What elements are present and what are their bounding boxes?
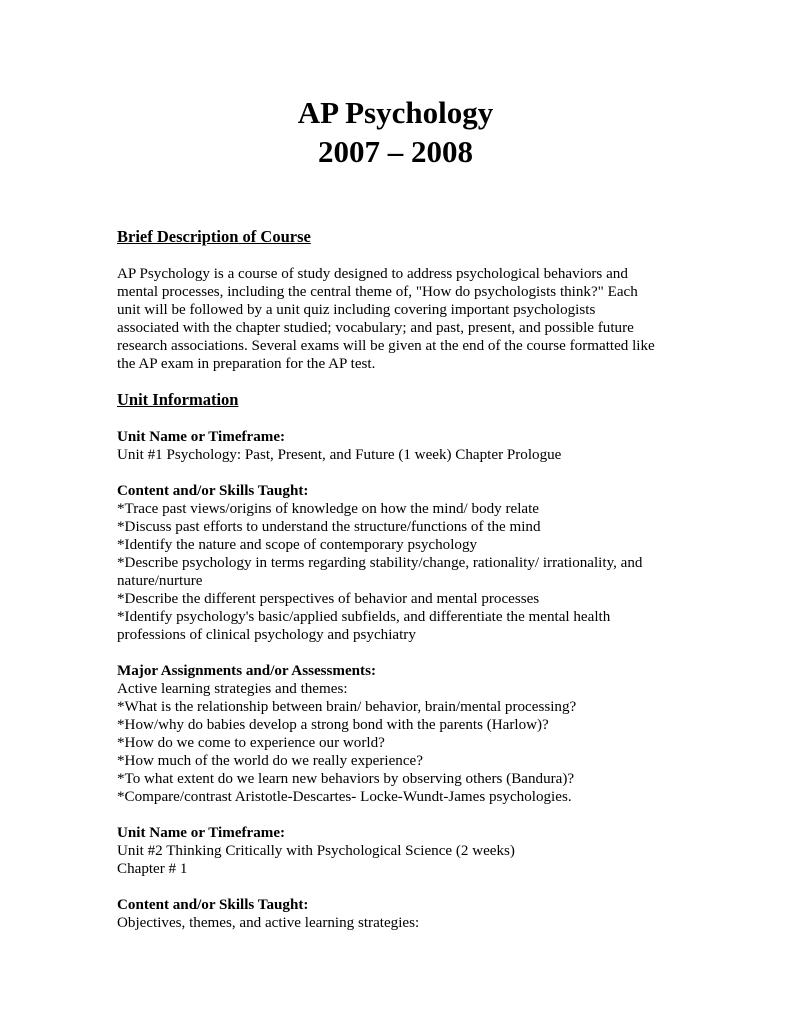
list-item: *Trace past views/origins of knowledge on how the mind/ body relate: [117, 501, 539, 517]
document-title: AP Psychology: [297, 95, 494, 130]
unit-name-label: Unit Name or Timeframe:: [117, 429, 286, 445]
assignments-label: Major Assignments and/or Assessments:: [117, 663, 376, 679]
list-item: *To what extent do we learn new behaviors by observing others (Bandura)?: [117, 771, 575, 787]
list-item: *Identify the nature and scope of contemporary psychology: [117, 537, 478, 553]
text-line: the AP exam in preparation for the AP test.: [117, 356, 376, 372]
unit-name-value: Unit #2 Thinking Critically with Psychological Science (2 weeks): [117, 843, 515, 859]
text-line: associated with the chapter studied; vocabulary; and past, present, and possible future: [117, 320, 634, 336]
list-item: *Describe psychology in terms regarding stability/change, rationality/ irrationality, and: [117, 555, 643, 571]
text-line: research associations. Several exams will be given at the end of the course formatted like: [117, 338, 655, 354]
list-item: Objectives, themes, and active learning strategies:: [117, 915, 420, 931]
text-line: mental processes, including the central theme of, "How do psychologists think?" Each: [117, 284, 638, 300]
list-item: *Describe the different perspectives of behavior and mental processes: [117, 591, 540, 607]
list-item: *Discuss past efforts to understand the structure/functions of the mind: [117, 519, 541, 535]
unit2-content-block: [117, 896, 697, 932]
unit1-name-block: [117, 428, 697, 464]
text-line: unit will be followed by a unit quiz including covering important psychologists: [117, 302, 596, 318]
content-skills-label: Content and/or Skills Taught:: [117, 483, 309, 499]
content-skills-label: Content and/or Skills Taught:: [117, 897, 309, 913]
unit-name-value: Unit #1 Psychology: Past, Present, and Future (1 week) Chapter Prologue: [117, 447, 562, 463]
brief-description-heading: Brief Description of Course: [117, 227, 311, 246]
list-item: professions of clinical psychology and psychiatry: [117, 627, 416, 643]
text-line: AP Psychology is a course of study designed to address psychological behaviors and: [117, 266, 628, 282]
document-body: [117, 227, 697, 932]
document-year: 2007 – 2008: [318, 134, 473, 169]
list-item: *What is the relationship between brain/ behavior, brain/mental processing?: [117, 699, 577, 715]
unit1-assignments-block: [117, 662, 697, 806]
list-item: Active learning strategies and themes:: [117, 681, 348, 697]
list-item: *Compare/contrast Aristotle-Descartes- Locke-Wundt-James psychologies.: [117, 789, 572, 805]
unit1-content-block: [117, 482, 697, 644]
list-item: *How do we come to experience our world?: [117, 735, 385, 751]
brief-description-paragraph: [117, 265, 697, 373]
unit-chapter-value: Chapter # 1: [117, 861, 188, 877]
unit2-name-block: [117, 824, 697, 878]
list-item: *Identify psychology's basic/applied subfields, and differentiate the mental health: [117, 609, 611, 625]
list-item: nature/nurture: [117, 573, 203, 589]
list-item: *How/why do babies develop a strong bond with the parents (Harlow)?: [117, 717, 549, 733]
unit-information-heading: Unit Information: [117, 390, 239, 409]
unit-name-label: Unit Name or Timeframe:: [117, 825, 286, 841]
list-item: *How much of the world do we really experience?: [117, 753, 423, 769]
